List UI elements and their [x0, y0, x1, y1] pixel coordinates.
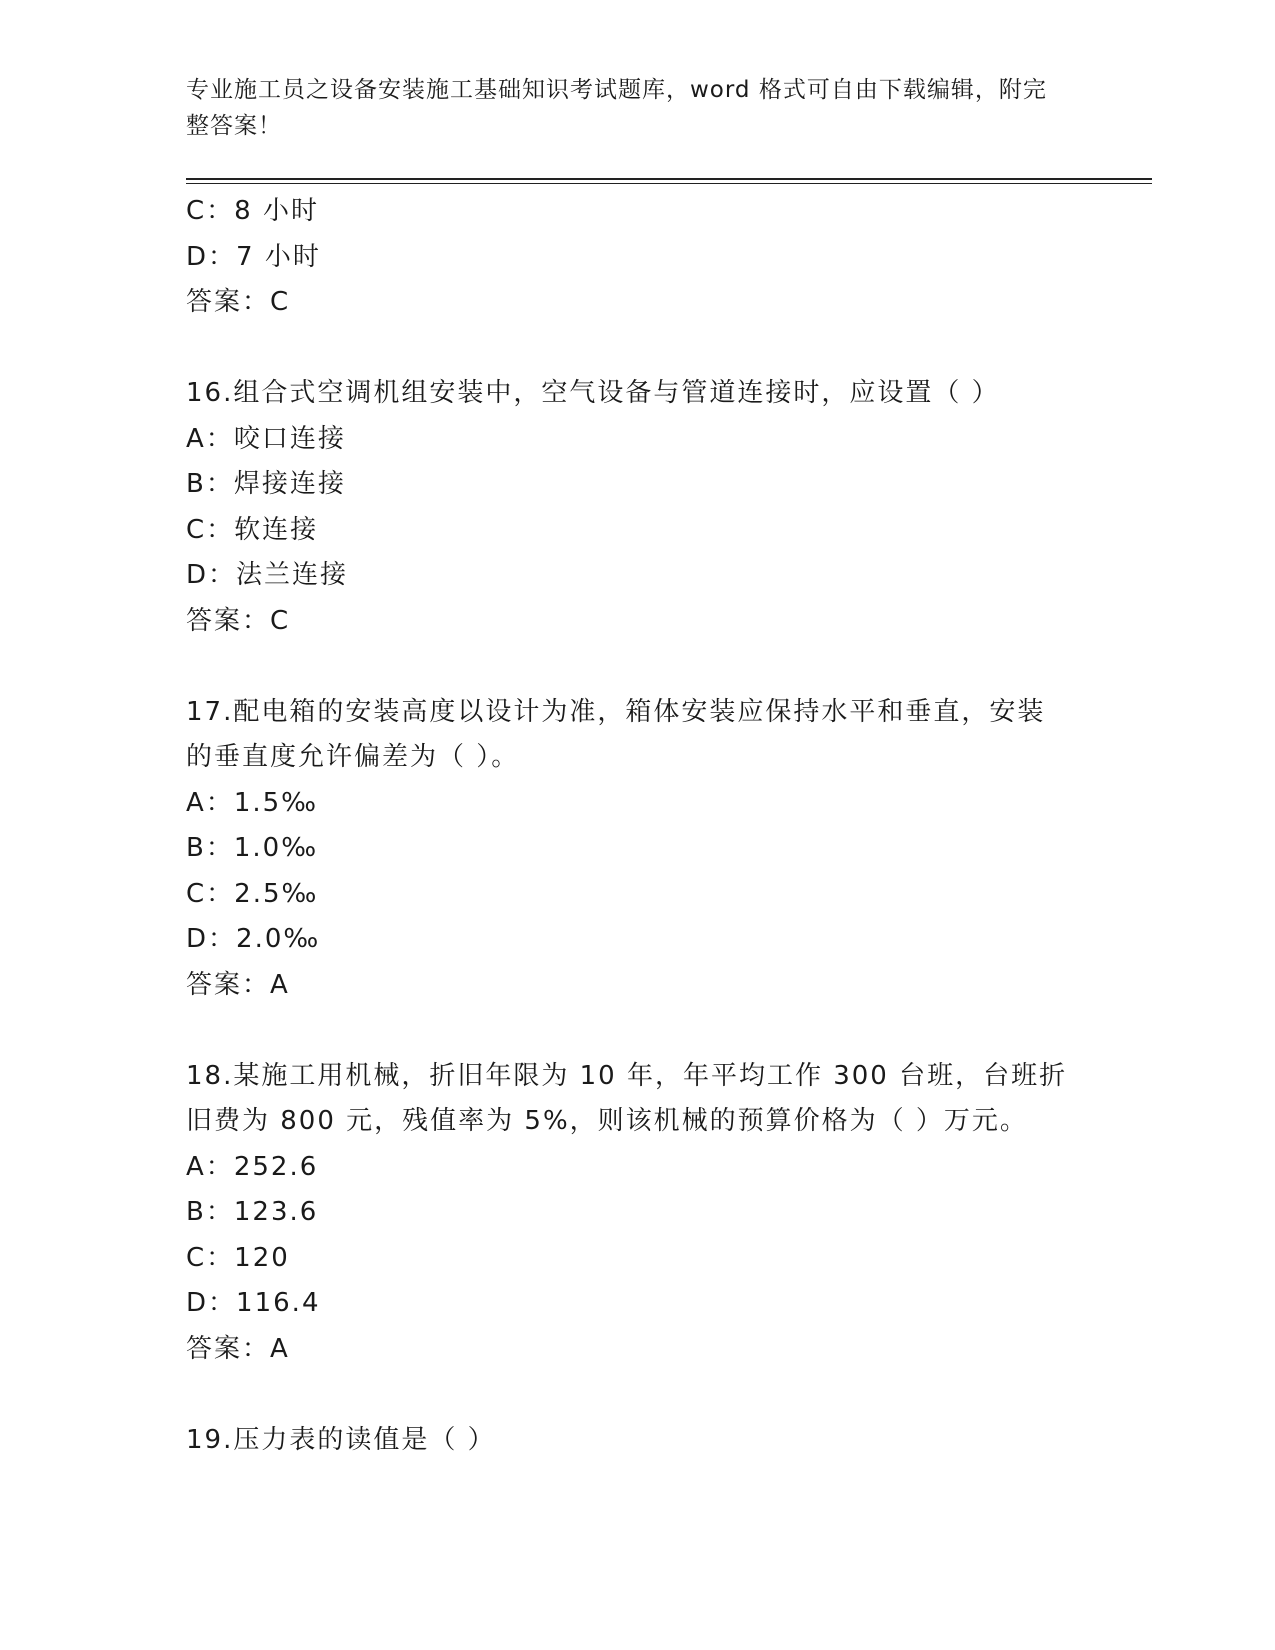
spacer	[186, 644, 1086, 690]
spacer	[186, 1008, 1086, 1054]
option-d: D：2.0‰	[186, 924, 321, 954]
spacer	[186, 326, 1086, 372]
question-text-line-1: 18.某施工用机械，折旧年限为 10 年，年平均工作 300 台班，台班折	[186, 1060, 1068, 1091]
option-a: A：咬口连接	[186, 423, 346, 454]
question-list	[186, 189, 1086, 1463]
question-text-line-2: 旧费为 800 元，残值率为 5%，则该机械的预算价格为（ ）万元。	[186, 1106, 1028, 1136]
answer: 答案：C	[186, 605, 291, 636]
option-b: B：焊接连接	[186, 469, 346, 499]
question-text-line-2: 的垂直度允许偏差为（ ）。	[186, 742, 520, 772]
option-b: B：123.6	[186, 1197, 319, 1227]
option-c: C：120	[186, 1242, 290, 1273]
option-b: B：1.0‰	[186, 833, 319, 863]
question-text: 19.压力表的读值是（ ）	[186, 1424, 496, 1455]
answer: 答案：A	[186, 969, 290, 1000]
question-17	[186, 690, 1086, 1009]
answer: 答案：A	[186, 1333, 290, 1364]
option-d: D：7 小时	[186, 241, 321, 272]
option-d: D：法兰连接	[186, 560, 349, 590]
option-d: D：116.4	[186, 1288, 321, 1318]
question-19	[186, 1418, 1086, 1464]
header-rule-thick	[186, 178, 1152, 180]
question-16	[186, 371, 1086, 644]
option-c: C：8 小时	[186, 196, 319, 226]
question-18	[186, 1054, 1086, 1373]
option-a: A：252.6	[186, 1151, 319, 1182]
spacer	[186, 1372, 1086, 1418]
header-rule-thin	[186, 183, 1152, 184]
question-15-tail	[186, 189, 1086, 326]
answer: 答案：C	[186, 287, 291, 317]
option-a: A：1.5‰	[186, 787, 319, 818]
option-c: C：2.5‰	[186, 878, 319, 909]
question-text: 16.组合式空调机组安装中，空气设备与管道连接时，应设置（ ）	[186, 378, 1000, 408]
question-text-line-1: 17.配电箱的安装高度以设计为准，箱体安装应保持水平和垂直，安装	[186, 696, 1046, 727]
header-title: 专业施工员之设备安装施工基础知识考试题库，word 格式可自由下载编辑，附完整答案！	[186, 77, 1047, 139]
document-header	[186, 72, 1066, 144]
option-c: C：软连接	[186, 514, 319, 545]
